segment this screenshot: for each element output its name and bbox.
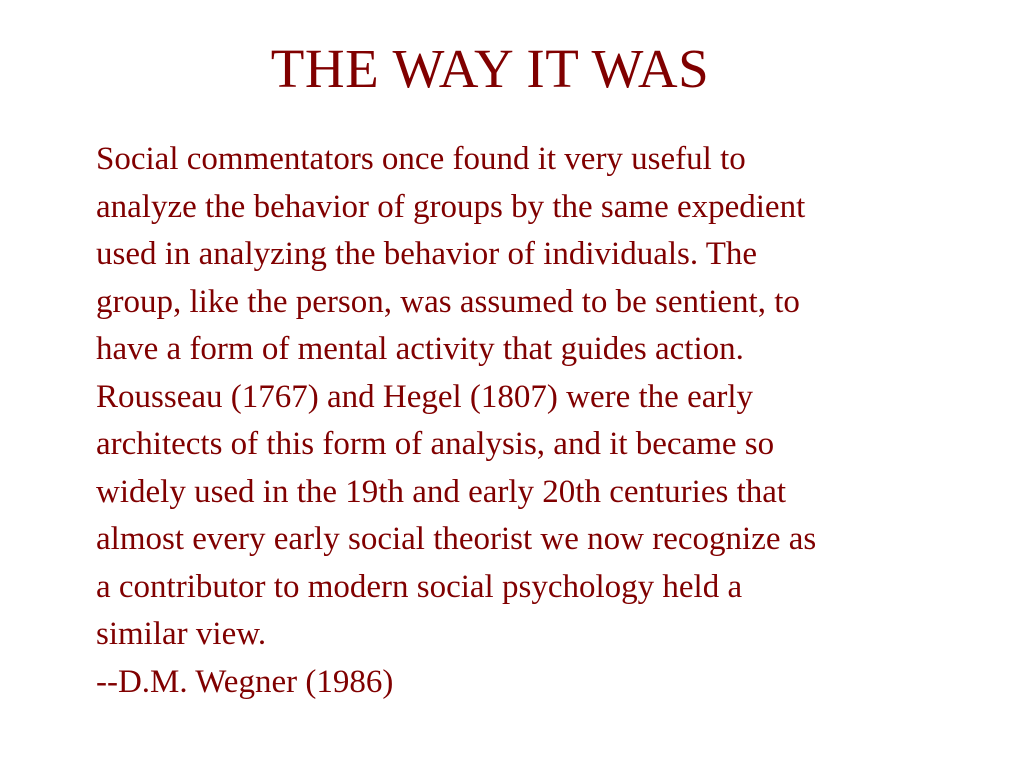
quote-line: architects of this form of analysis, and it became so — [96, 426, 775, 462]
quote-line: widely used in the 19th and early 20th centuries that — [96, 473, 787, 510]
quote-attribution: --D.M. Wegner (1986) — [96, 663, 394, 700]
quote-line: Rousseau (1767) and Hegel (1807) were the early — [96, 378, 754, 415]
quote-body — [96, 136, 996, 706]
quote-line: similar view. — [96, 616, 267, 652]
quote-line: Social commentators once found it very useful to — [96, 141, 746, 177]
quote-line: a contributor to modern social psychology held a — [96, 568, 743, 605]
quote-line: analyze the behavior of groups by the same expedient — [96, 188, 806, 225]
quote-line: almost every early social theorist we now recognize as — [96, 521, 817, 557]
quote-line: have a form of mental activity that guides action. — [96, 331, 744, 367]
slide-title: THE WAY IT WAS — [270, 38, 710, 99]
quote-line: group, like the person, was assumed to be sentient, to — [96, 283, 800, 320]
quote-line: used in analyzing the behavior of individuals. The — [96, 236, 758, 272]
